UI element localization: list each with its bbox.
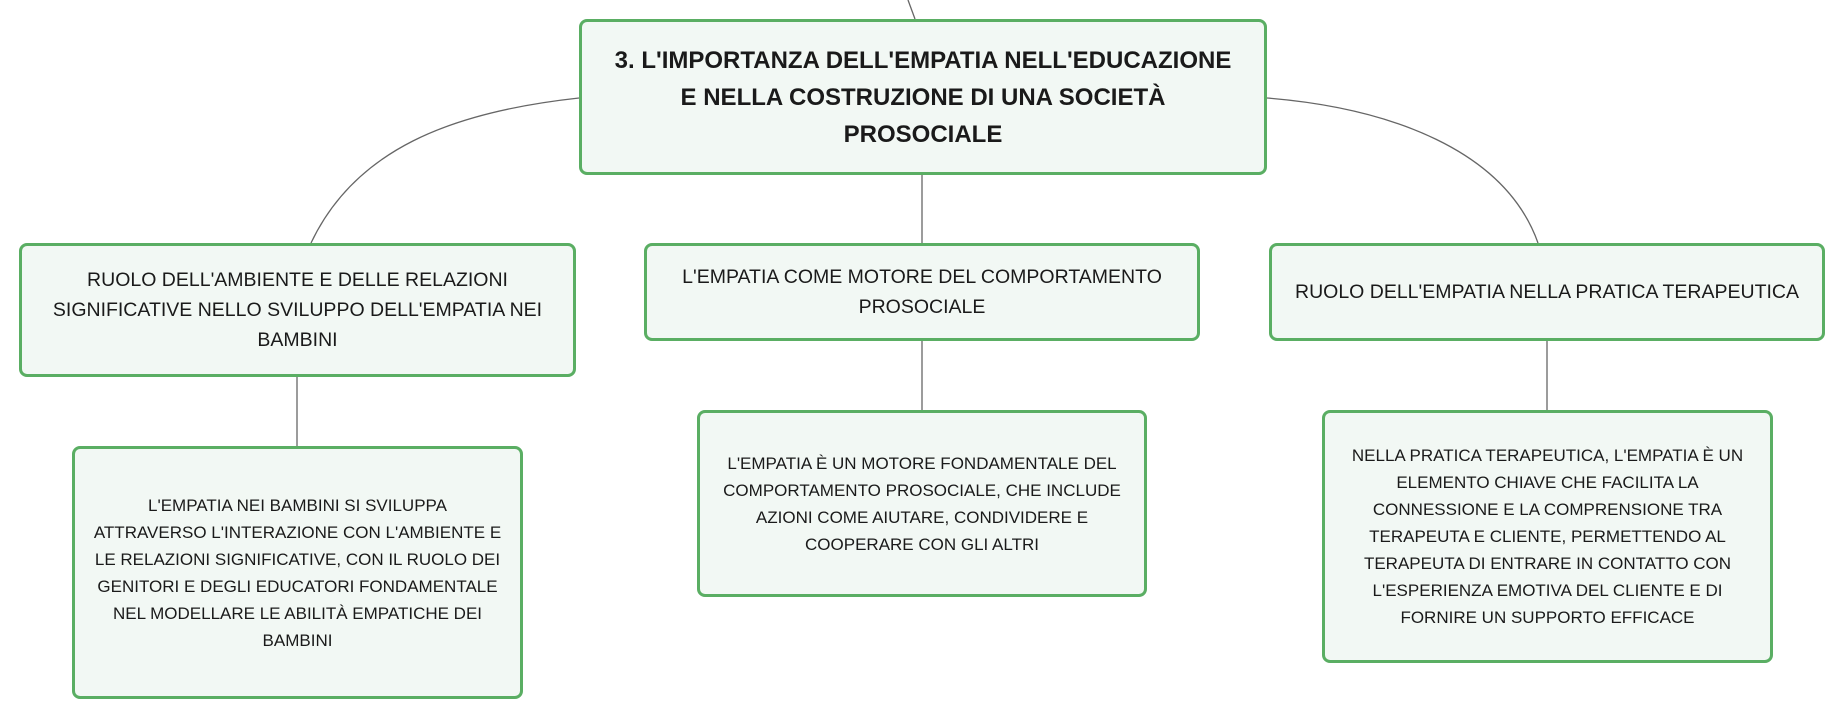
detail-node-pratica-terapeutica[interactable] (1322, 410, 1773, 663)
detail-text: L'EMPATIA È UN MOTORE FONDAMENTALE DEL COMPORTAMENTO PROSOCIALE, CHE INCLUDE AZIONI COME AIUTARE, CONDIVIDERE E COOPERARE CON GLI ALTRI (723, 453, 1121, 554)
branch-title: L'EMPATIA COME MOTORE DEL COMPORTAMENTO PROSOCIALE (682, 266, 1162, 318)
detail-node-comportamento-prosociale[interactable] (697, 410, 1147, 597)
connector-root-to-left (311, 98, 579, 243)
branch-title: RUOLO DELL'EMPATIA NELLA PRATICA TERAPEUTICA (1294, 281, 1799, 303)
root-topic-node[interactable] (579, 19, 1267, 175)
branch-node-comportamento-prosociale[interactable] (644, 243, 1200, 341)
root-topic-title: 3. L'IMPORTANZA DELL'EMPATIA NELL'EDUCAZIONE E NELLA COSTRUZIONE DI UNA SOCIETÀ PROSOCIALE (614, 46, 1232, 148)
detail-text: NELLA PRATICA TERAPEUTICA, L'EMPATIA È UN ELEMENTO CHIAVE CHE FACILITA LA CONNESSIONE E LA COMPRENSIONE TRA TERAPEUTA E CLIENTE, PERMETTENDO AL TERAPEUTA DI ENTRARE IN CONTATTO CON L'ESPERIENZA EMOTIVA DEL CLIENTE E DI FORNIRE UN SUPPORTO EFFICACE (1351, 446, 1744, 627)
detail-text: L'EMPATIA NEI BAMBINI SI SVILUPPA ATTRAVERSO L'INTERAZIONE CON L'AMBIENTE E LE RELAZIONI SIGNIFICATIVE, CON IL RUOLO DEI GENITORI E DEGLI EDUCATORI FONDAMENTALE NEL MODELLARE LE ABILITÀ EMPATICHE DEI BAMBINI (93, 495, 502, 650)
detail-node-ambiente-relazioni[interactable] (72, 446, 523, 699)
branch-title: RUOLO DELL'AMBIENTE E DELLE RELAZIONI SIGNIFICATIVE NELLO SVILUPPO DELL'EMPATIA NEI BAMBINI (52, 269, 543, 351)
branch-node-ambiente-relazioni[interactable] (19, 243, 576, 377)
branch-node-pratica-terapeutica[interactable] (1269, 243, 1825, 341)
connector-from-parent (908, 0, 915, 19)
connector-root-to-right (1267, 98, 1538, 243)
